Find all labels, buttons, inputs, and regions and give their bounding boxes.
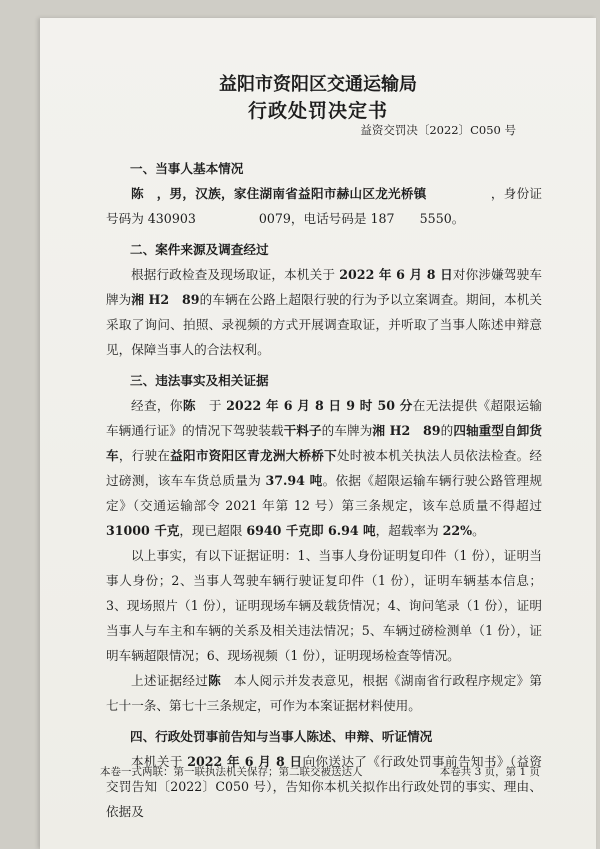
section-4-heading: 四、行政处罚事前告知与当事人陈述、申辩、听证情况 [130, 729, 433, 744]
section-2-heading: 二、案件来源及调查经过 [130, 242, 269, 257]
agency-title: 益阳市资阳区交通运输局 [219, 74, 417, 95]
document-page [40, 18, 596, 849]
section-1-heading: 一、当事人基本情况 [130, 161, 244, 176]
section-2-text: 根据行政检查及现场取证，本机关于 2022 年 6 月 8 日对你涉嫌驾驶车牌为湘 H2 89的车辆在公路上超限行驶的行为予以立案调查。期间，本机关采取了询问、拍照、录视频的方式开展调查取证，并听取了当事人陈述申辩意见，保障当事人的合法权利。 [106, 267, 543, 357]
section-3-conclusion: 上述证据经过陈 本人阅示并发表意见，根据《湖南省行政程序规定》第七十一条、第七十三条规定，可作为本案证据材料使用。 [106, 673, 543, 713]
section-3-facts: 经查，你陈 于 2022 年 6 月 8 日 9 时 50 分在无法提供《超限运输车辆通行证》的情况下驾驶装载干料子的车牌为湘 H2 89的四轴重型自卸货车，行驶在益阳市资阳区青龙洲大桥桥下处时被本机关执法人员依法检查。经过磅测，该车车货总质量为 37.94 吨。依据《超限运输车辆行驶公路管理规定》（交通运输部令 2021 年第 12 号）第三条规定，该车总质量不得超过 31000 千克，现已超限 6940 千克即 6.94 吨，超载率为 22%。 [106, 398, 543, 538]
document-number: 益资交罚决〔2022〕C050 号 [360, 123, 516, 137]
section-1-text: 陈 ，男，汉族，家住湖南省益阳市赫山区龙光桥镇 ，身份证号码为 430903 0079，电话号码是 187 5550。 [106, 186, 543, 226]
section-3-heading: 三、违法事实及相关证据 [130, 373, 269, 388]
document-title: 行政处罚决定书 [247, 100, 388, 122]
section-3-evidence: 以上事实，有以下证据证明：1、当事人身份证明复印件（1 份），证明当事人身份；2、当事人驾驶车辆行驶证复印件（1 份），证明车辆基本信息；3、现场照片（1 份），证明现场车辆及载货情况；4、询问笔录（1 份），证明当事人与车主和车辆的关系及相关违法情况；5、车辆过磅检测单（1 份），证明车辆超限情况；6、现场视频（1 份），证明现场检查等情况。 [106, 548, 542, 663]
document-body [106, 150, 542, 824]
footer-page-number: 本卷共 3 页，第 1 页 [439, 766, 540, 778]
footer-copies-note: 本卷一式两联：第一联执法机关保存；第二联交被送达人 [100, 766, 363, 778]
section-4-text: 本机关于 2022 年 6 月 8 日向你送达了《行政处罚事前告知书》（益资交罚告知〔2022〕C050 号），告知你本机关拟作出行政处罚的事实、理由、依据及 [106, 754, 543, 819]
page-footer [100, 764, 540, 779]
